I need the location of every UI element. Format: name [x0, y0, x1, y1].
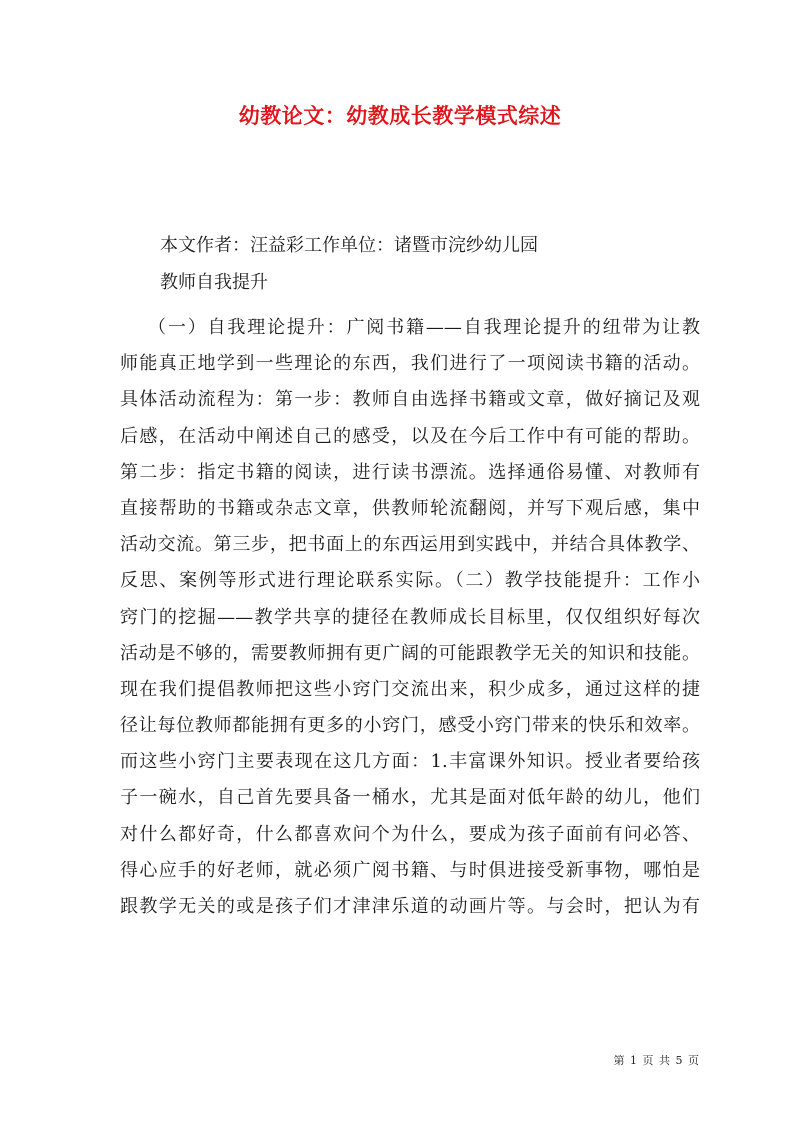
body-line: 得心应手的好老师，就必须广阅书籍、与时俱进接受新事物，哪怕是	[120, 859, 700, 881]
page-number-footer: 第 1 页 共 5 页	[613, 1054, 700, 1067]
body-line: 窍门的挖掘——教学共享的捷径在教师成长目标里，仅仅组织好每次	[120, 606, 700, 628]
author-line: 本文作者：汪益彩工作单位：诸暨市浣纱幼儿园	[160, 235, 538, 256]
body-line: 对什么都好奇，什么都喜欢问个为什么，要成为孩子面前有问必答、	[120, 823, 700, 845]
body-line: 径让每位教师都能拥有更多的小窍门，感受小窍门带来的快乐和效率。	[120, 715, 700, 737]
body-line: 而这些小窍门主要表现在这几方面：1.丰富课外知识。授业者要给孩	[120, 751, 700, 773]
document-title: 幼教论文：幼教成长教学模式综述	[238, 103, 562, 128]
body-line: 现在我们提倡教师把这些小窍门交流出来，积少成多，通过这样的捷	[120, 678, 700, 700]
body-line: 后感，在活动中阐述自己的感受，以及在今后工作中有可能的帮助。	[120, 425, 700, 447]
body-line: 反思、案例等形式进行理论联系实际。（二）教学技能提升：工作小	[120, 570, 700, 592]
section-heading: 教师自我提升	[160, 272, 268, 293]
body-line: 具体活动流程为：第一步：教师自由选择书籍或文章，做好摘记及观	[120, 389, 700, 411]
body-text	[120, 310, 700, 925]
body-line: 跟教学无关的或是孩子们才津津乐道的动画片等。与会时，把认为有	[120, 896, 700, 917]
body-line: 师能真正地学到一些理论的东西，我们进行了一项阅读书籍的活动。	[120, 353, 700, 375]
body-line: 直接帮助的书籍或杂志文章，供教师轮流翻阅，并写下观后感，集中	[120, 497, 700, 519]
body-line: （一）自我理论提升：广阅书籍——自我理论提升的纽带为让教	[148, 317, 700, 338]
body-line: 活动是不够的，需要教师拥有更广阔的可能跟教学无关的知识和技能。	[120, 642, 700, 664]
body-line: 活动交流。第三步，把书面上的东西运用到实践中，并结合具体教学、	[120, 534, 700, 556]
body-line: 子一碗水，自己首先要具备一桶水，尤其是面对低年龄的幼儿，他们	[120, 787, 700, 809]
body-line: 第二步：指定书籍的阅读，进行读书漂流。选择通俗易懂、对教师有	[120, 461, 700, 483]
